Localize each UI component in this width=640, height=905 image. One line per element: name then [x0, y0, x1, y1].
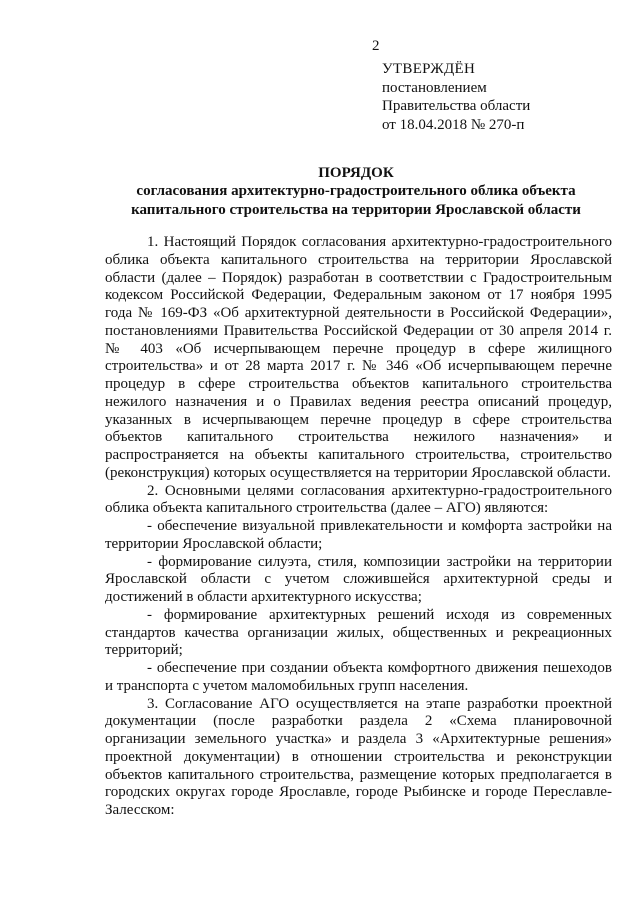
document-subtitle-line-1: согласования архитектурно-градостроительного облика объекта	[136, 183, 576, 199]
document-title: ПОРЯДОК	[318, 165, 394, 181]
document-body	[105, 234, 612, 820]
approval-line-resolution: постановлением	[382, 79, 487, 96]
document-subtitle-line-2: капитального строительства на территории Ярославской области	[131, 202, 581, 218]
paragraph-2: 2. Основными целями согласования архитектурно-градостроительного облика объекта капитального строительства (далее – АГО) являются:	[105, 482, 612, 517]
approval-line-government: Правительства области	[382, 98, 531, 114]
page-number: 2	[372, 38, 380, 54]
paragraph-1: 1. Настоящий Порядок согласования архитектурно-градостроительного облика объекта капитального строительства на территории Ярославской области (далее – Порядок) разработан в соответствии с Градостроительным кодексом Российской Федерации, Федеральным законом от 17 ноября 1995 года № 169-ФЗ «Об архитектурной деятельности в Российской Федерации», постановлениями Правительства Российской Федерации от 30 апреля 2014 г. № 403 «Об исчерпывающем перечне процедур в сфере жилищного строительства» и от 28 марта 2017 г. № 346 «Об исчерпывающем перечне процедур в сфере строительства объектов капитального строительства нежилого назначения и о Правилах ведения реестра описаний процедур, указанных в исчерпывающем перечне процедур в сфере строительства объектов капитального строительства нежилого назначения» и распространяется на объекты капитального строительства, строительство (реконструкция) которых осуществляется на территории Ярославской области.	[105, 234, 612, 481]
list-item-silhouette-style: - формирование силуэта, стиля, композиции застройки на территории Ярославской области с учетом сложившейся архитектурной среды и достижений в области архитектурного искусства;	[105, 553, 612, 605]
list-item-comfortable-movement: - обеспечение при создании объекта комфортного движения пешеходов и транспорта с учетом маломобильных групп населения.	[105, 660, 612, 694]
paragraph-3: 3. Согласование АГО осуществляется на этапе разработки проектной документации (после разработки раздела 2 «Схема планировочной организации земельного участка» и раздела 3 «Архитектурные решения» проектной документации) в отношении строительства и реконструкции объектов капитального строительства, размещение которых предполагается в городских округах городе Ярославле, городе Рыбинске и городе Переславле-Залесском:	[105, 695, 612, 818]
list-item-architectural-solutions: - формирование архитектурных решений исходя из современных стандартов качества организации жилых, общественных и рекреационных территорий;	[105, 606, 612, 659]
approval-line-date-number: от 18.04.2018 № 270-п	[382, 116, 525, 133]
list-item-visual-appeal: - обеспечение визуальной привлекательности и комфорта застройки на территории Ярославской области;	[105, 518, 612, 552]
approval-block	[382, 60, 530, 134]
approval-title: УТВЕРЖДЁН	[382, 61, 476, 77]
